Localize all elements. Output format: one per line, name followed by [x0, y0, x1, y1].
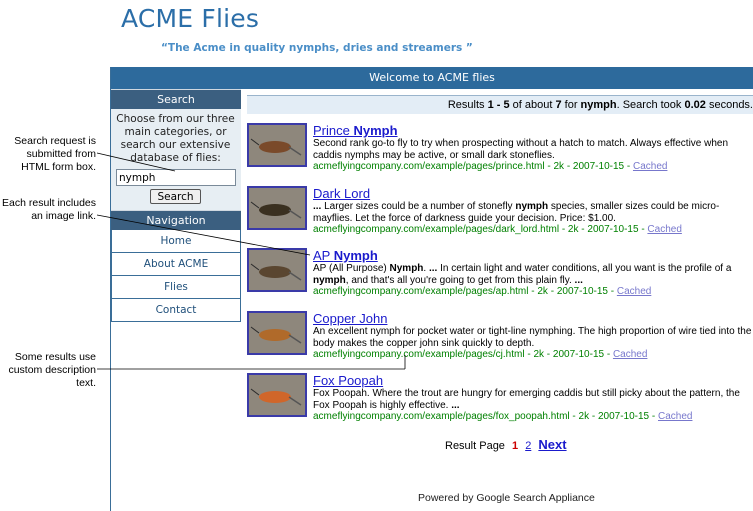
- callout-image: Each result includes an image link.: [2, 197, 96, 222]
- result-title-link[interactable]: Copper John: [313, 311, 388, 326]
- nav-home[interactable]: Home: [111, 230, 241, 253]
- result-title-link[interactable]: Dark Lord: [313, 186, 371, 201]
- result-description: AP (All Purpose) Nymph. ... In certain light and water conditions, all you want is the profile of a nymph, and that's all you're going to get from this plain fly. ...: [313, 263, 732, 286]
- pager-label: Result Page: [445, 440, 505, 452]
- pager-page-2[interactable]: 2: [525, 440, 532, 452]
- result-description: Second rank go-to fly to try when prospecting without a hatch to match. Always effective when caddis nymphs may be active, or small dark stoneflies.: [313, 138, 729, 161]
- result-description: Fox Poopah. Where the trout are hungry for emerging caddis but still picky about the pattern, the Fox Poopah is highly effective. ...: [313, 388, 740, 411]
- welcome-banner: Welcome to ACME flies: [111, 67, 753, 89]
- results-summary: Results 1 - 5 of about 7 for nymph. Search took 0.02 seconds.: [247, 95, 753, 114]
- search-heading: Search: [111, 89, 241, 109]
- nav-flies[interactable]: Flies: [111, 276, 241, 299]
- result-cached-link[interactable]: Cached: [647, 224, 682, 235]
- result-url: acmeflyingcompany.com/example/pages/prince.html - 2k - 2007-10-15 - Cached: [313, 161, 668, 172]
- navigation-heading: Navigation: [111, 210, 241, 230]
- result-cached-link[interactable]: Cached: [632, 161, 668, 172]
- result-url: acmeflyingcompany.com/example/pages/dark_lord.html - 2k - 2007-10-15 - Cached: [313, 224, 682, 235]
- result-title-link[interactable]: Prince Nymph: [313, 123, 398, 138]
- pager-current-page: 1: [512, 440, 519, 452]
- callout-line-image: [97, 215, 310, 255]
- callout-custom: Some results use custom description text.: [8, 351, 96, 389]
- search-prompt: Choose from our three main categories, or search our extensive database of flies:: [116, 113, 235, 164]
- site-title: ACME Flies: [121, 4, 260, 33]
- result-title-link[interactable]: Fox Poopah: [313, 373, 384, 388]
- result-description: ... Larger sizes could be a number of stonefly nymph species, smaller sizes could be micro-mayflies. Let the force of darkness guide your decision. Price: $1.00.: [313, 201, 720, 224]
- result-cached-link[interactable]: Cached: [616, 286, 652, 297]
- nav-contact[interactable]: Contact: [111, 299, 241, 322]
- result-url: acmeflyingcompany.com/example/pages/fox_poopah.html - 2k - 2007-10-15 - Cached: [313, 411, 693, 422]
- result-title-link[interactable]: AP Nymph: [313, 248, 378, 263]
- nav-about[interactable]: About ACME: [111, 253, 241, 276]
- result-description: An excellent nymph for pocket water or tight-line nymphing. The high proportion of wire tied into the body makes the copper john sink quickly to depth.: [313, 326, 752, 349]
- callout-line-search: [97, 153, 175, 171]
- result-url: acmeflyingcompany.com/example/pages/ap.html - 2k - 2007-10-15 - Cached: [313, 286, 652, 297]
- pager-next-link[interactable]: Next: [538, 437, 567, 452]
- site-tagline: “The Acme in quality nymphs, dries and streamers ”: [161, 42, 473, 54]
- result-cached-link[interactable]: Cached: [658, 411, 693, 422]
- callout-search: Search request is submitted from HTML form box.: [14, 135, 96, 173]
- search-button[interactable]: Search: [150, 189, 200, 204]
- result-cached-link[interactable]: Cached: [612, 349, 648, 360]
- footer: Powered by Google Search Appliance: [418, 492, 595, 504]
- result-url: acmeflyingcompany.com/example/pages/cj.html - 2k - 2007-10-15 - Cached: [313, 349, 648, 360]
